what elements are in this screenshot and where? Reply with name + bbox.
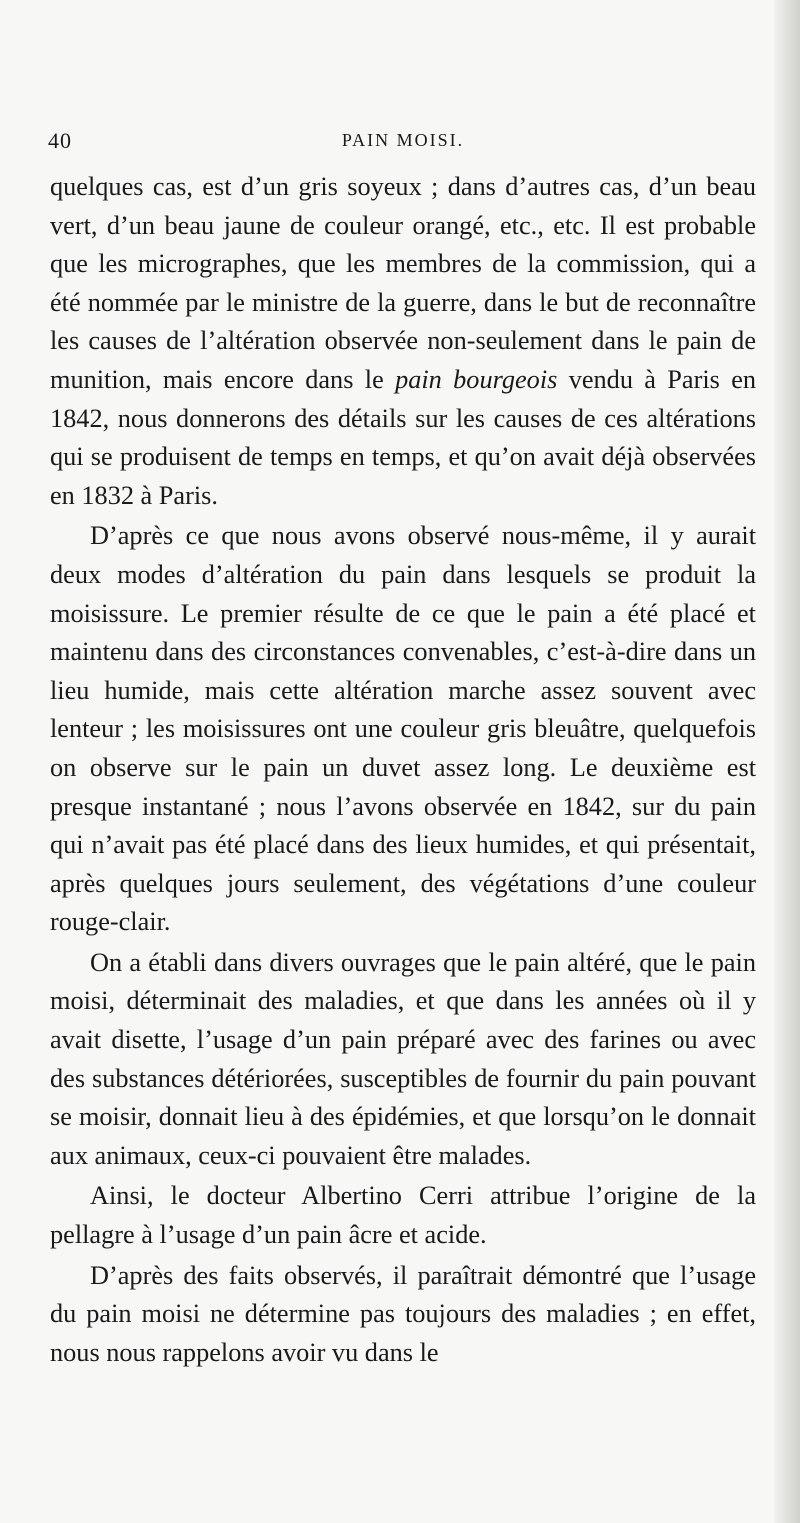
paragraph-1: [50, 168, 756, 515]
paragraph-1-text: quelques cas, est d’un gris soyeux ; dans d’autres cas, d’un beau vert, d’un beau jaune de couleur orangé, etc., etc. Il est probable que les micrographes, que les membres de la commission, qui a été nommée par le ministre de la guerre, dans le but de reconnaître les causes de l’altération observée non-seulement dans le pain de munition, mais encore dans le: [50, 172, 756, 394]
body-text: [50, 168, 756, 1372]
page-header: [48, 128, 758, 164]
paragraph-2: D’après ce que nous avons observé nous-même, il y aurait deux modes d’altération du pain dans lesquels se produit la moisissure. Le premier résulte de ce que le pain a été placé et maintenu dans des circonstances convenables, c’est-à-dire dans un lieu humide, mais cette altération marche assez souvent avec lenteur ; les moisissures ont une couleur gris bleuâtre, quelquefois on observe sur le pain un duvet assez long. Le deuxième est presque instantané ; nous l’avons observée en 1842, sur du pain qui n’avait pas été placé dans des lieux humides, et qui présentait, après quelques jours seulement, des végétations d’une couleur rouge-clair.: [50, 521, 756, 937]
page-number: 40: [48, 128, 72, 153]
paragraph-4: Ainsi, le docteur Albertino Cerri attribue l’origine de la pellagre à l’usage d’un pain âcre et acide.: [50, 1181, 756, 1250]
paragraph-1-end: vendu à Paris en 1842, nous donnerons des détails sur les causes de ces altérations qui se produisent de temps en temps, et qu’on avait déjà observées en 1832 à Paris.: [50, 364, 757, 510]
page-edge-shadow: [774, 0, 800, 1523]
running-title: PAIN MOISI.: [341, 130, 465, 150]
paragraph-5: D’après des faits observés, il paraîtrait démontré que l’usage du pain moisi ne détermine pas toujours des maladies ; en effet, nous nous rappelons avoir vu dans le: [50, 1260, 756, 1367]
paragraph-3: On a établi dans divers ouvrages que le pain altéré, que le pain moisi, déterminait des maladies, et que dans les années où il y avait disette, l’usage d’un pain préparé avec des farines ou avec des substances détériorées, susceptibles de fournir du pain pouvant se moisir, donnait lieu à des épidémies, et que lorsqu’on le donnait aux animaux, ceux-ci pouvaient être malades.: [50, 947, 756, 1170]
italic-term: pain bourgeois: [395, 364, 558, 394]
